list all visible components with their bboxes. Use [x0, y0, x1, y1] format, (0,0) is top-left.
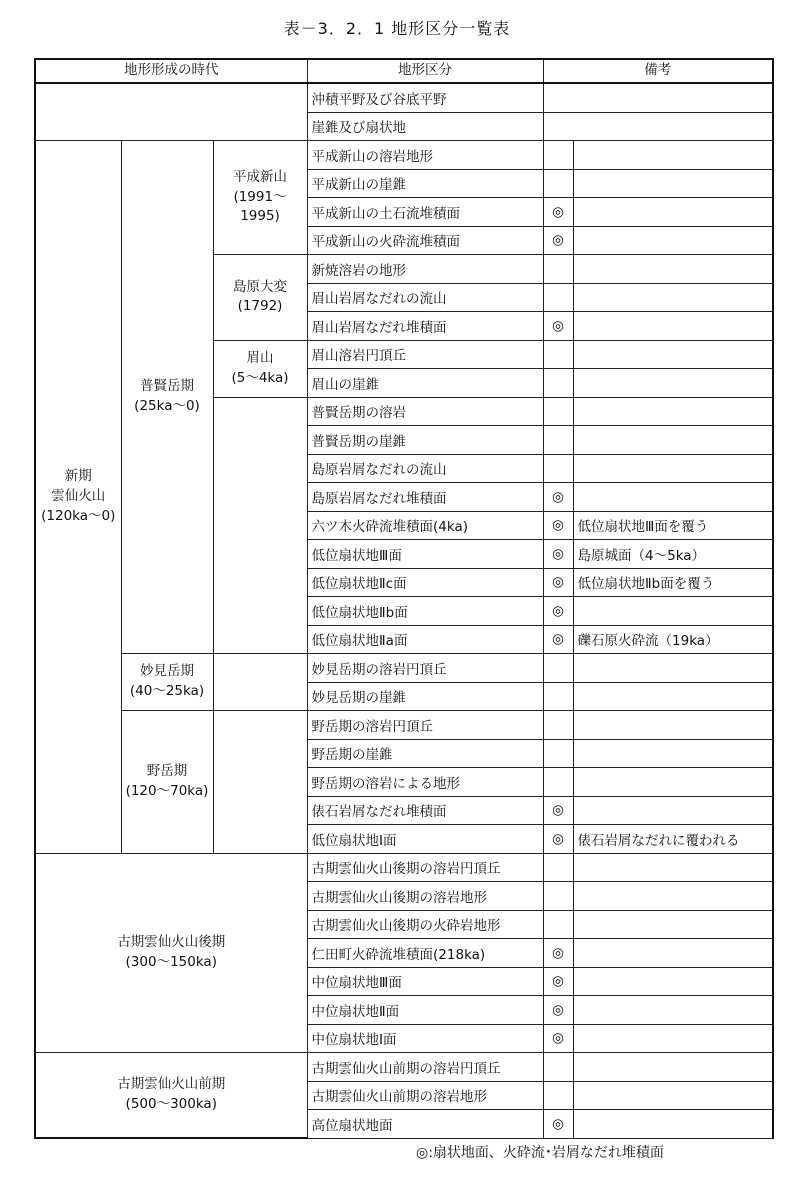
header-remarks: 備考	[543, 59, 773, 83]
landform-cell: 低位扇状地Ⅰ面	[307, 825, 543, 854]
landform-cell: 平成新山の崖錐	[307, 169, 543, 198]
landform-cell: 眉山の崖錐	[307, 369, 543, 398]
landform-cell: 新焼溶岩の地形	[307, 255, 543, 284]
note-cell	[573, 967, 773, 996]
mark-cell	[543, 426, 573, 455]
landform-cell: 低位扇状地Ⅲ面	[307, 540, 543, 569]
landform-cell: 野岳期の崖錐	[307, 739, 543, 768]
table-row	[35, 83, 773, 112]
landform-cell: 妙見岳期の崖錐	[307, 682, 543, 711]
mark-cell: ◎	[543, 1024, 573, 1053]
era-cell-fugen: 普賢岳期 (25ka～0)	[121, 141, 213, 654]
landform-cell: 俵石岩屑なだれ堆積面	[307, 796, 543, 825]
note-cell	[573, 996, 773, 1025]
mark-cell	[543, 768, 573, 797]
landform-cell: 眉山溶岩円頂丘	[307, 340, 543, 369]
landform-cell: 眉山岩屑なだれの流山	[307, 283, 543, 312]
mark-cell: ◎	[543, 825, 573, 854]
era-cell-koki-late: 古期雲仙火山後期 (300～150ka)	[35, 853, 307, 1053]
landform-cell: 仁田町火砕流堆積面(218ka)	[307, 939, 543, 968]
landform-cell: 平成新山の溶岩地形	[307, 141, 543, 170]
era-cell-myoken-empty	[213, 654, 307, 711]
era-cell-koki-early: 古期雲仙火山前期 (500～300ka)	[35, 1053, 307, 1139]
note-cell	[573, 682, 773, 711]
note-cell	[573, 369, 773, 398]
landform-cell: 妙見岳期の溶岩円頂丘	[307, 654, 543, 683]
remarks-cell	[543, 112, 773, 141]
header-era: 地形形成の時代	[35, 59, 307, 83]
mark-cell	[543, 910, 573, 939]
mark-cell: ◎	[543, 796, 573, 825]
note-cell	[573, 255, 773, 284]
header-landform: 地形区分	[307, 59, 543, 83]
mark-cell: ◎	[543, 597, 573, 626]
table-row	[35, 141, 773, 170]
header-row	[35, 59, 773, 83]
mark-cell	[543, 141, 573, 170]
mark-cell	[543, 369, 573, 398]
era-cell-fugen-empty	[213, 397, 307, 654]
landform-cell: 古期雲仙火山後期の火砕岩地形	[307, 910, 543, 939]
mark-cell: ◎	[543, 198, 573, 227]
note-cell	[573, 1053, 773, 1082]
table-row	[35, 654, 773, 683]
note-cell	[573, 711, 773, 740]
note-cell	[573, 198, 773, 227]
note-cell	[573, 397, 773, 426]
mark-cell: ◎	[543, 540, 573, 569]
mark-cell: ◎	[543, 939, 573, 968]
mark-cell: ◎	[543, 625, 573, 654]
landform-cell: 低位扇状地Ⅱb面	[307, 597, 543, 626]
era-cell-shinki: 新期 雲仙火山 (120ka～0)	[35, 141, 121, 854]
mark-cell	[543, 853, 573, 882]
note-cell: 礫石原火砕流（19ka）	[573, 625, 773, 654]
landform-cell: 野岳期の溶岩による地形	[307, 768, 543, 797]
note-cell	[573, 597, 773, 626]
note-cell	[573, 169, 773, 198]
mark-cell	[543, 711, 573, 740]
note-cell	[573, 283, 773, 312]
mark-cell	[543, 1053, 573, 1082]
mark-cell: ◎	[543, 568, 573, 597]
mark-cell	[543, 340, 573, 369]
landform-table	[34, 58, 774, 1139]
mark-cell	[543, 454, 573, 483]
table-body	[35, 83, 773, 1138]
note-cell	[573, 768, 773, 797]
landform-cell: 平成新山の火砕流堆積面	[307, 226, 543, 255]
landform-cell: 六ツ木火砕流堆積面(4ka)	[307, 511, 543, 540]
mark-cell	[543, 739, 573, 768]
note-cell	[573, 312, 773, 341]
mark-cell	[543, 654, 573, 683]
table-row	[35, 1053, 773, 1082]
mark-cell: ◎	[543, 226, 573, 255]
mark-cell: ◎	[543, 967, 573, 996]
remarks-cell	[543, 83, 773, 112]
note-cell	[573, 1081, 773, 1110]
note-cell	[573, 939, 773, 968]
landform-cell: 中位扇状地Ⅱ面	[307, 996, 543, 1025]
note-cell	[573, 853, 773, 882]
mark-cell	[543, 169, 573, 198]
landform-cell: 高位扇状地面	[307, 1110, 543, 1139]
mark-cell: ◎	[543, 1110, 573, 1139]
era-cell-recent	[35, 83, 307, 141]
table-row	[35, 711, 773, 740]
landform-cell: 島原岩屑なだれの流山	[307, 454, 543, 483]
table-title: 表－3．2．1 地形区分一覧表	[283, 19, 511, 38]
landform-cell: 普賢岳期の溶岩	[307, 397, 543, 426]
mark-cell	[543, 255, 573, 284]
footnote: ◎:扇状地面、火砕流･岩屑なだれ堆積面	[416, 1145, 664, 1161]
mark-cell: ◎	[543, 483, 573, 512]
landform-cell: 古期雲仙火山前期の溶岩円頂丘	[307, 1053, 543, 1082]
mark-cell: ◎	[543, 312, 573, 341]
note-cell	[573, 483, 773, 512]
landform-cell: 眉山岩屑なだれ堆積面	[307, 312, 543, 341]
note-cell	[573, 454, 773, 483]
era-cell-heisei: 平成新山 (1991～ 1995)	[213, 141, 307, 255]
landform-cell: 古期雲仙火山後期の溶岩地形	[307, 882, 543, 911]
mark-cell: ◎	[543, 996, 573, 1025]
mark-cell	[543, 882, 573, 911]
landform-cell: 崖錐及び扇状地	[307, 112, 543, 141]
landform-cell: 低位扇状地Ⅱa面	[307, 625, 543, 654]
landform-cell: 古期雲仙火山後期の溶岩円頂丘	[307, 853, 543, 882]
landform-cell: 野岳期の溶岩円頂丘	[307, 711, 543, 740]
landform-cell: 平成新山の土石流堆積面	[307, 198, 543, 227]
mark-cell: ◎	[543, 511, 573, 540]
note-cell	[573, 654, 773, 683]
note-cell: 島原城面（4～5ka）	[573, 540, 773, 569]
note-cell: 低位扇状地Ⅱb面を覆う	[573, 568, 773, 597]
note-cell	[573, 226, 773, 255]
landform-cell: 島原岩屑なだれ堆積面	[307, 483, 543, 512]
note-cell	[573, 141, 773, 170]
landform-cell: 低位扇状地Ⅱc面	[307, 568, 543, 597]
note-cell	[573, 796, 773, 825]
era-cell-myoken: 妙見岳期 (40～25ka)	[121, 654, 213, 711]
note-cell	[573, 426, 773, 455]
mark-cell	[543, 283, 573, 312]
landform-cell: 古期雲仙火山前期の溶岩地形	[307, 1081, 543, 1110]
landform-cell: 沖積平野及び谷底平野	[307, 83, 543, 112]
note-cell	[573, 910, 773, 939]
era-cell-nodake: 野岳期 (120～70ka)	[121, 711, 213, 854]
note-cell	[573, 1024, 773, 1053]
note-cell	[573, 340, 773, 369]
note-cell	[573, 1110, 773, 1139]
note-cell: 低位扇状地Ⅲ面を覆う	[573, 511, 773, 540]
note-cell	[573, 739, 773, 768]
mark-cell	[543, 682, 573, 711]
era-cell-shimabara: 島原大変 (1792)	[213, 255, 307, 341]
era-cell-mayu: 眉山 (5～4ka)	[213, 340, 307, 397]
landform-cell: 普賢岳期の崖錐	[307, 426, 543, 455]
era-cell-nodake-empty	[213, 711, 307, 854]
landform-cell: 中位扇状地Ⅰ面	[307, 1024, 543, 1053]
mark-cell	[543, 1081, 573, 1110]
note-cell: 俵石岩屑なだれに覆われる	[573, 825, 773, 854]
table-row	[35, 853, 773, 882]
mark-cell	[543, 397, 573, 426]
note-cell	[573, 882, 773, 911]
landform-cell: 中位扇状地Ⅲ面	[307, 967, 543, 996]
